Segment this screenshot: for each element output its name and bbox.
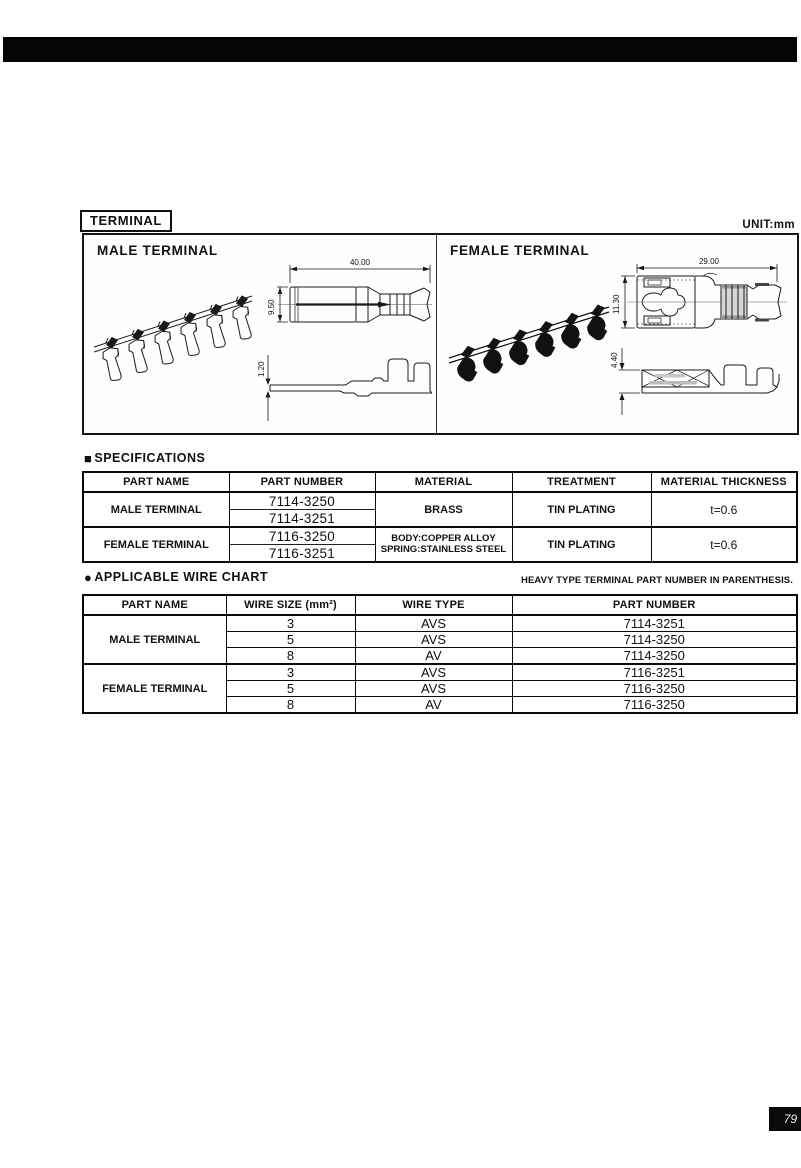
spec-male-material: BRASS: [375, 492, 512, 527]
wire-female-type-1: AVS: [355, 664, 512, 681]
female-length-dim: 29.00: [698, 257, 720, 266]
spec-male-treatment: TIN PLATING: [512, 492, 651, 527]
wire-male-size-2: 5: [226, 632, 355, 648]
male-height-dim: 9.50: [267, 299, 276, 315]
spec-female-material: [375, 527, 512, 562]
spec-female-treatment: TIN PLATING: [512, 527, 651, 562]
male-terminal-panel: [84, 235, 437, 433]
female-thickness-dim: 4.40: [610, 352, 619, 368]
spec-female-thickness: t=0.6: [651, 527, 797, 562]
wire-row: [83, 664, 797, 681]
wire-col-wire-type: WIRE TYPE: [355, 595, 512, 615]
wire-male-size-3: 8: [226, 648, 355, 665]
wire-female-pn-2: 7116-3250: [512, 681, 797, 697]
male-length-dim: 40.00: [349, 258, 371, 267]
wire-female-pn-1: 7116-3251: [512, 664, 797, 681]
circle-bullet-icon: ●: [84, 569, 93, 585]
female-terminal-drawing: [437, 235, 795, 429]
wire-female-type-3: AV: [355, 697, 512, 714]
specifications-heading-label: SPECIFICATIONS: [94, 451, 206, 465]
wire-col-part-name: PART NAME: [83, 595, 226, 615]
specifications-table: [82, 471, 798, 563]
female-terminal-panel: [437, 235, 797, 433]
wire-col-part-number: PART NUMBER: [512, 595, 797, 615]
wire-male-part-name: MALE TERMINAL: [83, 615, 226, 664]
section-title-terminal: [80, 210, 172, 232]
spec-male-part-name: MALE TERMINAL: [83, 492, 229, 527]
wire-female-size-2: 5: [226, 681, 355, 697]
spec-col-treatment: TREATMENT: [512, 472, 651, 492]
spec-female-material-line2: SPRING:STAINLESS STEEL: [380, 543, 507, 555]
wire-male-type-2: AVS: [355, 632, 512, 648]
wire-header-row: [83, 595, 797, 615]
wire-male-type-3: AV: [355, 648, 512, 665]
spec-col-thickness: MATERIAL THICKNESS: [651, 472, 797, 492]
spec-female-part-number-2: 7116-3251: [229, 545, 375, 563]
spec-female-material-line1: BODY:COPPER ALLOY: [391, 532, 496, 544]
wire-male-size-1: 3: [226, 615, 355, 632]
spec-male-thickness: t=0.6: [651, 492, 797, 527]
male-terminal-drawing: [84, 235, 436, 429]
spec-row-female: [83, 527, 797, 545]
wire-chart-heading-label: APPLICABLE WIRE CHART: [94, 570, 269, 584]
spec-col-material: MATERIAL: [375, 472, 512, 492]
wire-chart-heading: [84, 570, 268, 584]
square-bullet-icon: ■: [84, 450, 93, 466]
wire-male-pn-1: 7114-3251: [512, 615, 797, 632]
spec-header-row: [83, 472, 797, 492]
top-separator-bar: [3, 37, 797, 62]
male-panel-title: MALE TERMINAL: [97, 243, 218, 258]
spec-col-part-name: PART NAME: [83, 472, 229, 492]
wire-male-pn-2: 7114-3250: [512, 632, 797, 648]
wire-chart-note: HEAVY TYPE TERMINAL PART NUMBER IN PARENTHESIS.: [521, 575, 793, 586]
terminal-drawing-panels: [82, 233, 799, 435]
wire-row: [83, 615, 797, 632]
female-panel-title: FEMALE TERMINAL: [450, 243, 590, 258]
page-number-badge: [769, 1107, 801, 1131]
wire-male-pn-3: 7114-3250: [512, 648, 797, 665]
wire-col-wire-size: WIRE SIZE (mm²): [226, 595, 355, 615]
specifications-heading: [84, 451, 205, 465]
spec-male-part-number-1: 7114-3250: [229, 492, 375, 510]
wire-female-pn-3: 7116-3250: [512, 697, 797, 714]
section-title-label: TERMINAL: [90, 213, 162, 228]
wire-female-size-1: 3: [226, 664, 355, 681]
wire-female-type-2: AVS: [355, 681, 512, 697]
female-height-dim: 11.30: [612, 294, 621, 314]
wire-chart-table: [82, 594, 798, 714]
spec-male-part-number-2: 7114-3251: [229, 510, 375, 528]
page-number: 79: [783, 1112, 797, 1126]
wire-female-part-name: FEMALE TERMINAL: [83, 664, 226, 713]
wire-male-type-1: AVS: [355, 615, 512, 632]
spec-female-part-name: FEMALE TERMINAL: [83, 527, 229, 562]
spec-row-male: [83, 492, 797, 510]
spec-female-part-number-1: 7116-3250: [229, 527, 375, 545]
spec-col-part-number: PART NUMBER: [229, 472, 375, 492]
wire-female-size-3: 8: [226, 697, 355, 714]
male-thickness-dim: 1.20: [257, 361, 266, 377]
unit-label: UNIT:mm: [742, 219, 795, 231]
